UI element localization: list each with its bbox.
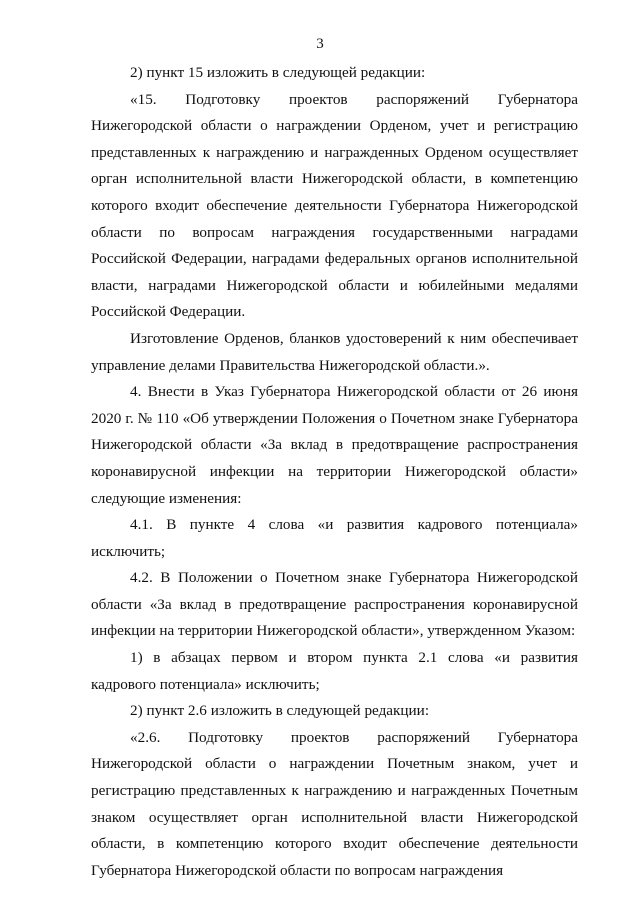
- page-number: 3: [316, 36, 324, 52]
- paragraph-item-15-text: «15. Подготовку проектов распоряжений Губернатора Нижегородской области о награждении Орденом, учет и регистрацию представленных к награждению и награжденных Орденом осуществляет орган исполнительной власти Нижегородской области, в компетенцию которого входит обеспечение деятельности Губернатора Нижегородской области по вопросам награждения государственными наградами Российской Федерации, наградами федеральных органов исполнительной власти, наградами Нижегородской области и юбилейными медалями Российской Федерации.: [91, 90, 578, 321]
- paragraph-orders-manufacturing: Изготовление Орденов, бланков удостоверений к ним обеспечивает управление делами Правительства Нижегородской области.».: [91, 329, 578, 374]
- paragraph-item-2-intro: 2) пункт 15 изложить в следующей редакции:: [130, 64, 426, 81]
- paragraph-subitem-1: 1) в абзацах первом и втором пункта 2.1 слова «и развития кадрового потенциала» исключить;: [91, 649, 578, 693]
- paragraph-subitem-2: 2) пункт 2.6 изложить в следующей редакции:: [130, 702, 430, 720]
- paragraph-item-2-6-text: «2.6. Подготовку проектов распоряжений Губернатора Нижегородской области о награждении Почетным знаком, учет и регистрацию представленных к награждению и награжденных Почетным знаком осуществляет орган исполнительной власти Нижегородской области, в компетенцию которого входит обеспечение деятельности Губернатора Нижегородской области по вопросам награждения: [91, 728, 578, 879]
- paragraph-item-4-2: 4.2. В Положении о Почетном знаке Губернатора Нижегородской области «За вклад в предотвращение распространения коронавирусной инфекции на территории Нижегородской области», утвержденном Указом:: [91, 569, 578, 640]
- paragraph-item-4-1: 4.1. В пункте 4 слова «и развития кадрового потенциала» исключить;: [91, 516, 578, 560]
- paragraph-item-4: 4. Внести в Указ Губернатора Нижегородской области от 26 июня 2020 г. № 110 «Об утверждении Положения о Почетном знаке Губернатора Нижегородской области «За вклад в предотвращение распространения коронавирусной инфекции на территории Нижегородской области» следующие изменения:: [91, 383, 578, 507]
- document-body: [91, 60, 578, 884]
